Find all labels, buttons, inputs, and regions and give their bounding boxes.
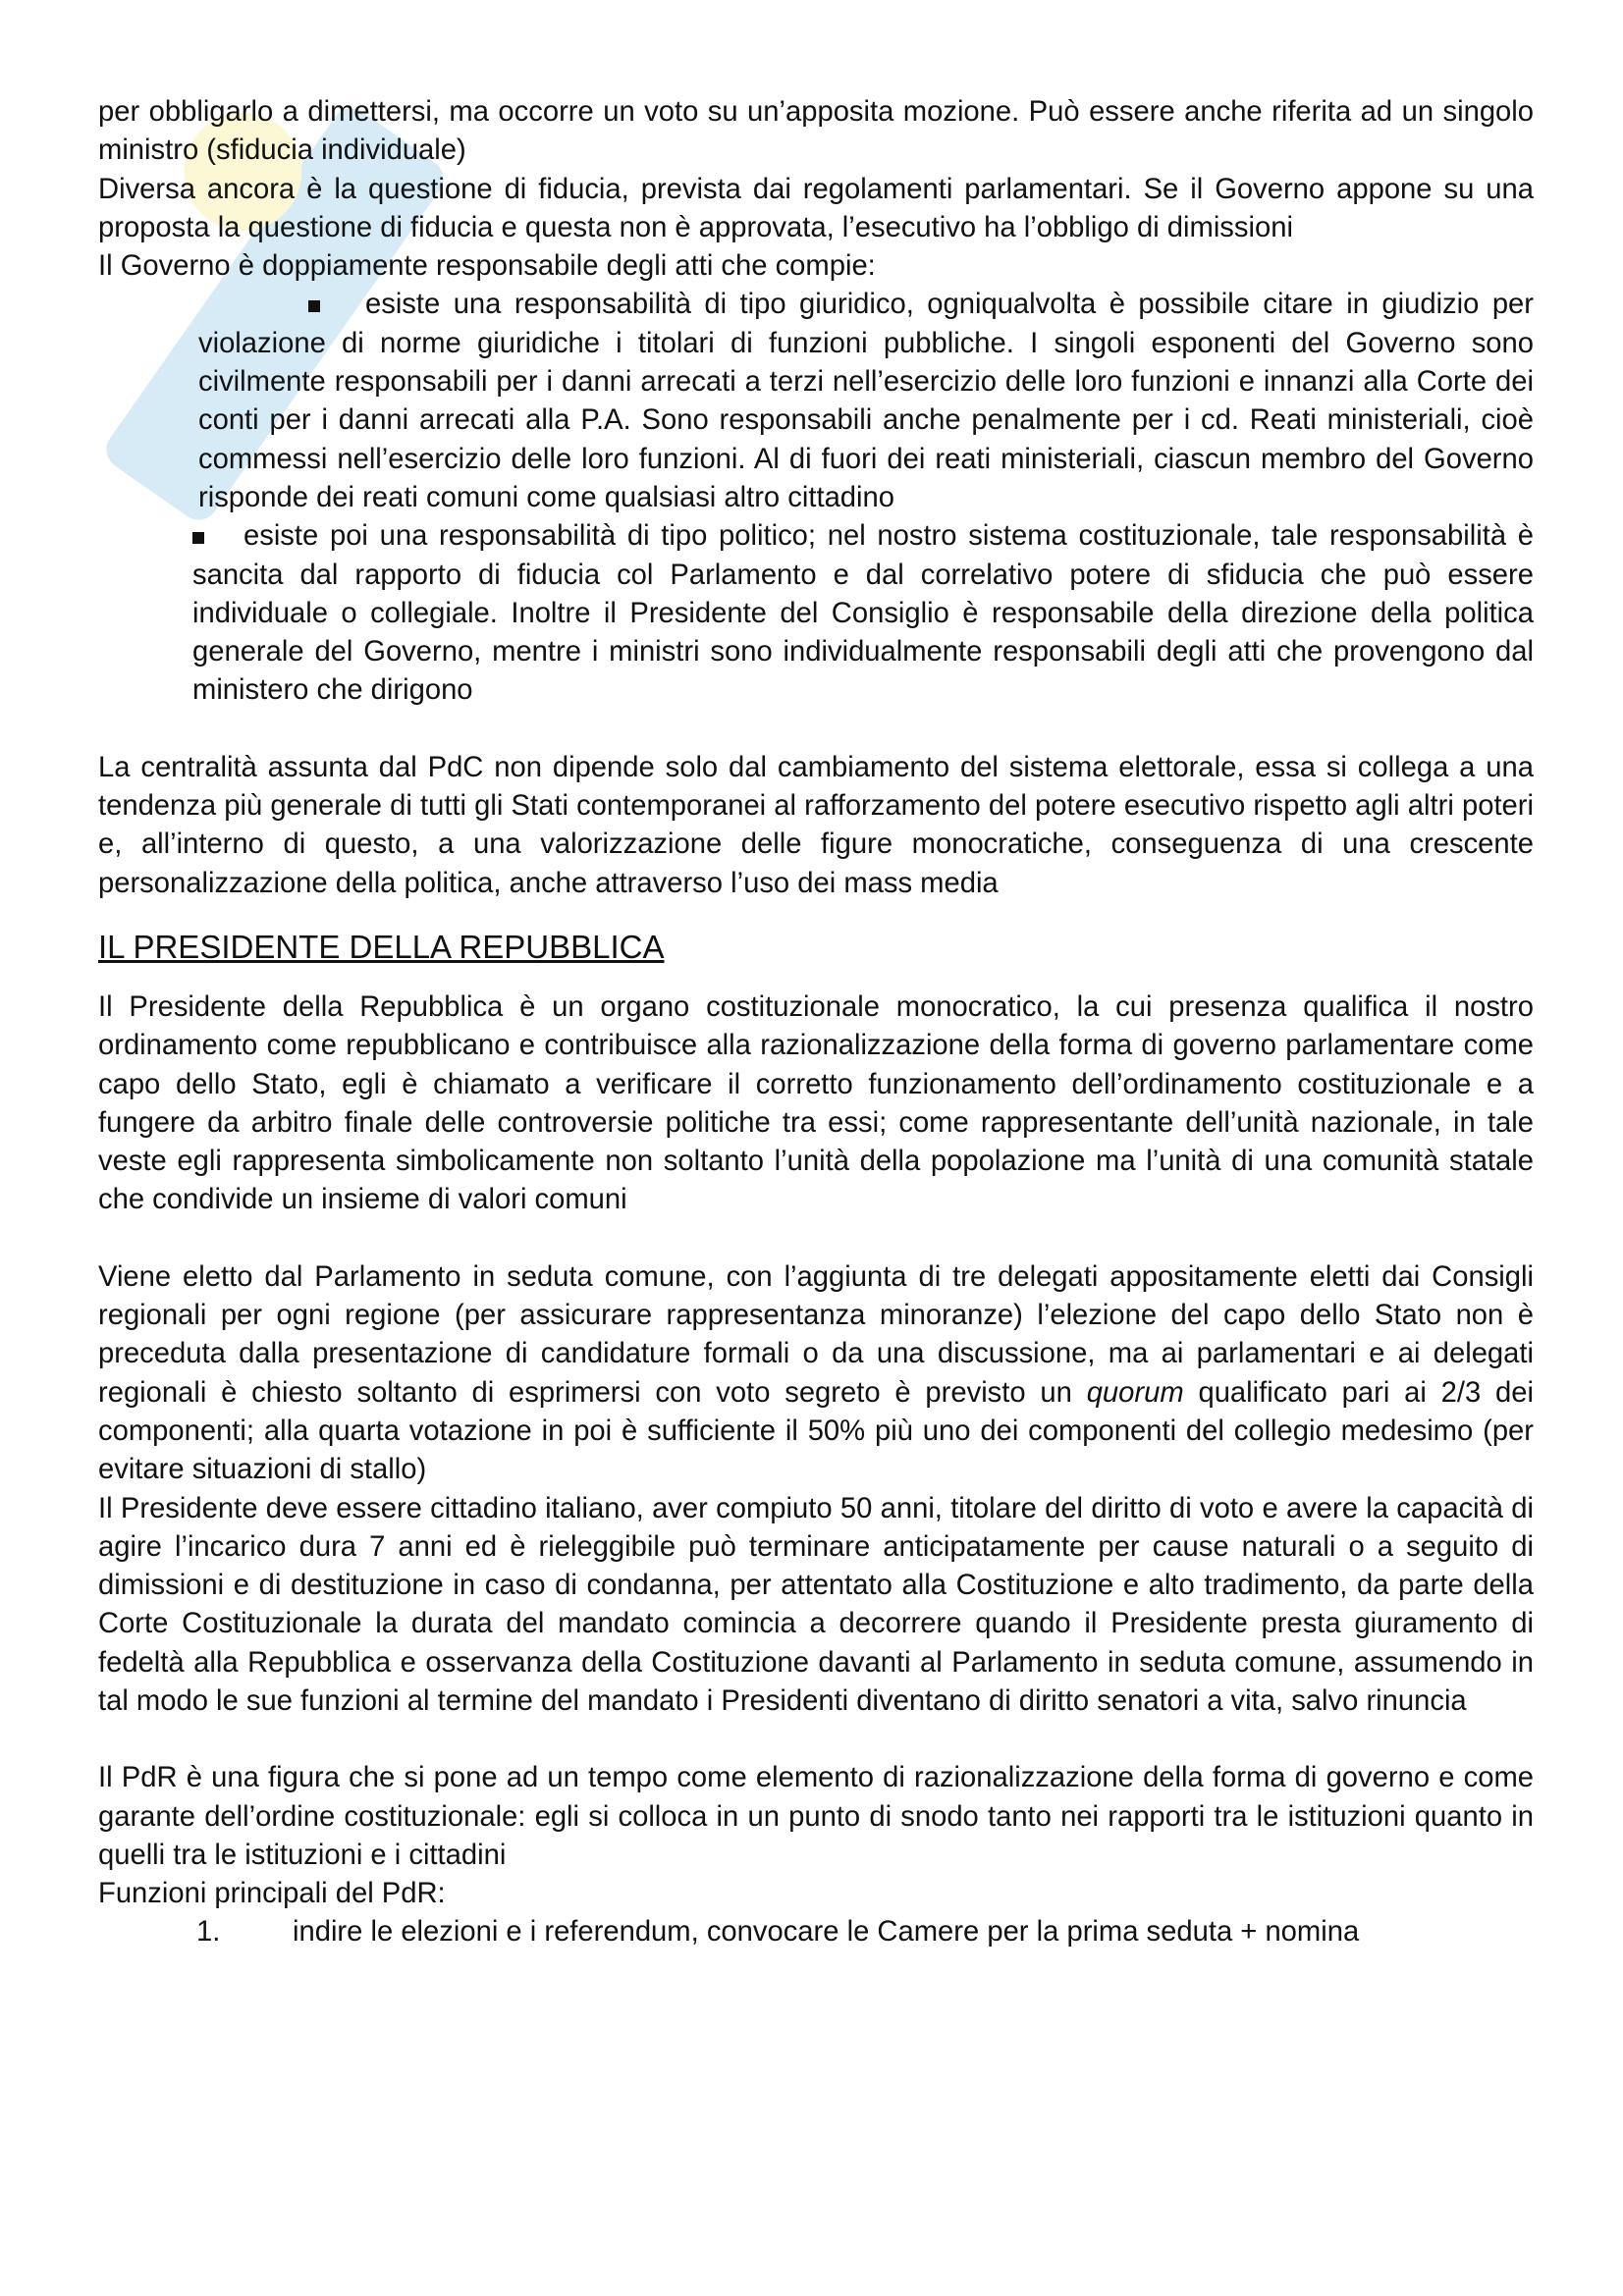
list-item-politica	[98, 517, 1534, 710]
numbered-item-1	[98, 1913, 1534, 1951]
paragraph-pdr-figura: Il PdR è una figura che si pone ad un tempo come elemento di razionalizzazione della forma di governo e come garante dell’ordine costituzionale: egli si colloca in un punto di snodo tanto nei rapporti tra le istituzioni quanto in quelli tra le istituzioni e i cittadini	[98, 1762, 1534, 1871]
paragraph-questione-fiducia: Diversa ancora è la questione di fiducia, prevista dai regolamenti parlamentari. Se il Governo appone su una proposta la questione di fiducia e questa non è approvata, l’esecutivo ha l’obbligo di dimissioni	[98, 173, 1534, 243]
square-bullet-icon	[308, 300, 320, 312]
item-number: 1.	[196, 1916, 221, 1949]
paragraph-funzioni-intro: Funzioni principali del PdR:	[98, 1878, 446, 1910]
text-span: qualificato pari ai 2/3 dei componenti; alla quarta votazione in poi è sufficiente il 50% più uno dei componenti del collegio medesimo (per evitare situazioni di stallo)	[98, 1376, 1534, 1486]
paragraph-elezione	[98, 1258, 1534, 1490]
paragraph-sfiducia: per obbligarlo a dimettersi, ma occorre un voto su un’apposita mozione. Può essere anche riferita ad un singolo ministro (sfiducia individuale)	[98, 96, 1534, 167]
text-span: Viene eletto dal Parlamento in seduta comune, con l’aggiunta di tre delegati appositamente eletti dai Consigli regionali per ogni regione (per assicurare rappresentanza minoranze) l’elezione del capo dello Stato non è preceduta dalla presentazione di candidature formali o da una discussione, ma ai parlamentari e ai delegati regionali è chiesto soltanto di esprimersi con voto segreto è previsto un	[98, 1260, 1534, 1409]
paragraph-centralita-pdc: La centralità assunta dal PdC non dipende solo dal cambiamento del sistema elettorale, essa si collega a una tendenza più generale di tutti gli Stati contemporanei al rafforzamento del potere esecutivo rispetto agli altri poteri e, all’interno di questo, a una valorizzazione delle figure monocratiche, conseguenza di una crescente personalizzazione della politica, anche attraverso l’uso dei mass media	[98, 751, 1534, 899]
list-item-giuridica	[98, 286, 1534, 517]
square-bullet-icon	[192, 532, 204, 544]
responsabilita-list	[98, 286, 1534, 710]
list-item-text: esiste poi una responsabilità di tipo politico; nel nostro sistema costituzionale, tale responsabilità è sancita dal rapporto di fiducia col Parlamento e dal correlativo potere di sfiducia che può essere individuale o collegiale. Inoltre il Presidente del Consiglio è responsabile della direzione della politica generale del Governo, mentre i ministri sono individualmente responsabili degli atti che provengono dal ministero che dirigono	[192, 520, 1534, 707]
section-heading: IL PRESIDENTE DELLA REPUBBLICA	[98, 928, 665, 965]
item-text: indire le elezioni e i referendum, convocare le Camere per la prima seduta + nomina	[293, 1916, 1360, 1949]
paragraph-responsabilita-intro: Il Governo è doppiamente responsabile degli atti che compie:	[98, 250, 876, 283]
paragraph-requisiti: Il Presidente deve essere cittadino italiano, aver compiuto 50 anni, titolare del diritto di voto e avere la capacità di agire l’incarico dura 7 anni ed è rieleggibile può terminare anticipatamente per cause naturali o a seguito di dimissioni e di destituzione in caso di condanna, per attentato alla Costituzione e alto tradimento, da parte della Corte Costituzionale la durata del mandato comincia a decorrere quando il Presidente presta giuramento di fedeltà alla Repubblica e osservanza della Costituzione davanti al Parlamento in seduta comune, assumendo in tal modo le sue funzioni al termine del mandato i Presidenti diventano di diritto senatori a vita, salvo rinuncia	[98, 1492, 1534, 1717]
paragraph-presidente-organo: Il Presidente della Repubblica è un organo costituzionale monocratico, la cui presenza qualifica il nostro ordinamento come repubblicano e contribuisce alla razionalizzazione della forma di governo parlamentare come capo dello Stato, egli è chiamato a verificare il corretto funzionamento dell’ordinamento costituzionale e a fungere da arbitro finale delle controversie politiche tra essi; come rappresentante dell’unità nazionale, in tale veste egli rappresenta simbolicamente non soltanto l’unità della popolazione ma l’unità di una comunità statale che condivide un insieme di valori comuni	[98, 990, 1534, 1216]
list-item-text: esiste una responsabilità di tipo giuridico, ogniqualvolta è possibile citare in giudizio per violazione di norme giuridiche i titolari di funzioni pubbliche. I singoli esponenti del Governo sono civilmente responsabili per i danni arrecati a terzi nell’esercizio delle loro funzioni e innanzi alla Corte dei conti per i danni arrecati alla P.A. Sono responsabili anche penalmente per i cd. Reati ministeriali, cioè commessi nell’esercizio delle loro funzioni. Al di fuori dei reati ministeriali, ciascun membro del Governo risponde dei reati comuni come qualsiasi altro cittadino	[198, 289, 1534, 513]
document-page	[98, 93, 1534, 1952]
emphasis-quorum: quorum	[1086, 1376, 1184, 1409]
